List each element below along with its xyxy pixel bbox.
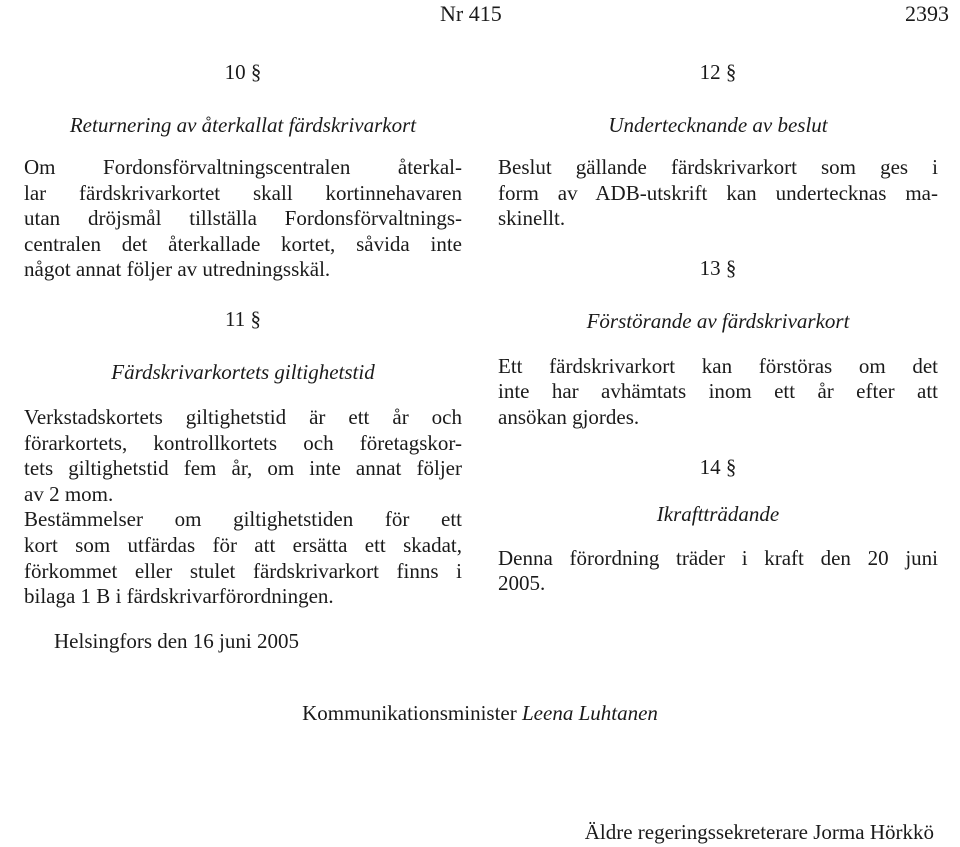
text-line: lar färdskrivarkortet skall kortinnehavaren	[24, 180, 462, 205]
text-line: tets giltighetstid fem år, om inte annat följer	[24, 456, 462, 481]
text-line: 2005.	[498, 571, 546, 596]
section-14-number: 14 §	[699, 454, 737, 479]
secretary-signature: Äldre regeringssekreterare Jorma Hörkkö	[584, 820, 934, 844]
text-line: utan dröjsmål tillställa Fordonsförvaltnings-	[24, 206, 462, 231]
place-and-date: Helsingfors den 16 juni 2005	[54, 629, 299, 653]
section-11-paragraph-2	[24, 507, 462, 609]
text-line: något annat följer av utredningsskäl.	[24, 257, 331, 282]
section-11-title: Färdskrivarkortets giltighetstid	[111, 359, 375, 384]
issue-number: Nr 415	[440, 1, 502, 26]
text-line: skinellt.	[498, 206, 566, 231]
minister-name: Leena Luhtanen	[522, 701, 658, 725]
text-line: bilaga 1 B i färdskrivarförordningen.	[24, 584, 334, 609]
section-10-body	[24, 155, 462, 283]
section-12-title: Undertecknande av beslut	[608, 113, 828, 137]
minister-signature	[0, 699, 960, 727]
section-14-body	[498, 546, 938, 597]
section-10-title: Returnering av återkallat färdskrivarkort	[69, 113, 417, 137]
section-13-number: 13 §	[699, 255, 737, 280]
section-11-paragraph-1	[24, 405, 462, 507]
text-line: Ett färdskrivarkort kan förstöras om det	[498, 353, 938, 378]
section-12-number: 12 §	[699, 60, 737, 84]
section-11-number: 11 §	[225, 306, 261, 331]
section-13-body	[498, 354, 938, 431]
text-line: Om Fordonsförvaltningscentralen återkal-	[24, 155, 462, 179]
section-13-title: Förstörande av färdskrivarkort	[586, 308, 850, 333]
text-line: Beslut gällande färdskrivarkort som ges i	[498, 155, 938, 179]
text-line: Denna förordning träder i kraft den 20 juni	[498, 545, 938, 570]
text-line: förarkortets, kontrollkortets och företagskor-	[24, 430, 462, 455]
text-line: kort som utfärdas för att ersätta ett skadat,	[24, 532, 462, 557]
page-number: 2393	[905, 1, 949, 26]
text-line: inte har avhämtats inom ett år efter att	[498, 379, 938, 404]
minister-title: Kommunikationsminister	[302, 701, 517, 725]
text-line: förkommet eller stulet färdskrivarkort finns i	[24, 558, 462, 583]
left-column	[24, 58, 462, 610]
section-10-number: 10 §	[224, 60, 262, 84]
section-12-body	[498, 155, 938, 232]
right-column	[498, 58, 938, 597]
text-line: ansökan gjordes.	[498, 404, 640, 429]
text-line: form av ADB-utskrift kan undertecknas ma-	[498, 180, 938, 205]
section-14-title: Ikraftträdande	[656, 501, 780, 526]
text-line: centralen det återkallade kortet, såvida inte	[24, 231, 462, 256]
text-line: av 2 mom.	[24, 481, 114, 506]
text-line: Verkstadskortets giltighetstid är ett år och	[24, 404, 462, 429]
text-line: Bestämmelser om giltighetstiden för ett	[24, 507, 462, 532]
